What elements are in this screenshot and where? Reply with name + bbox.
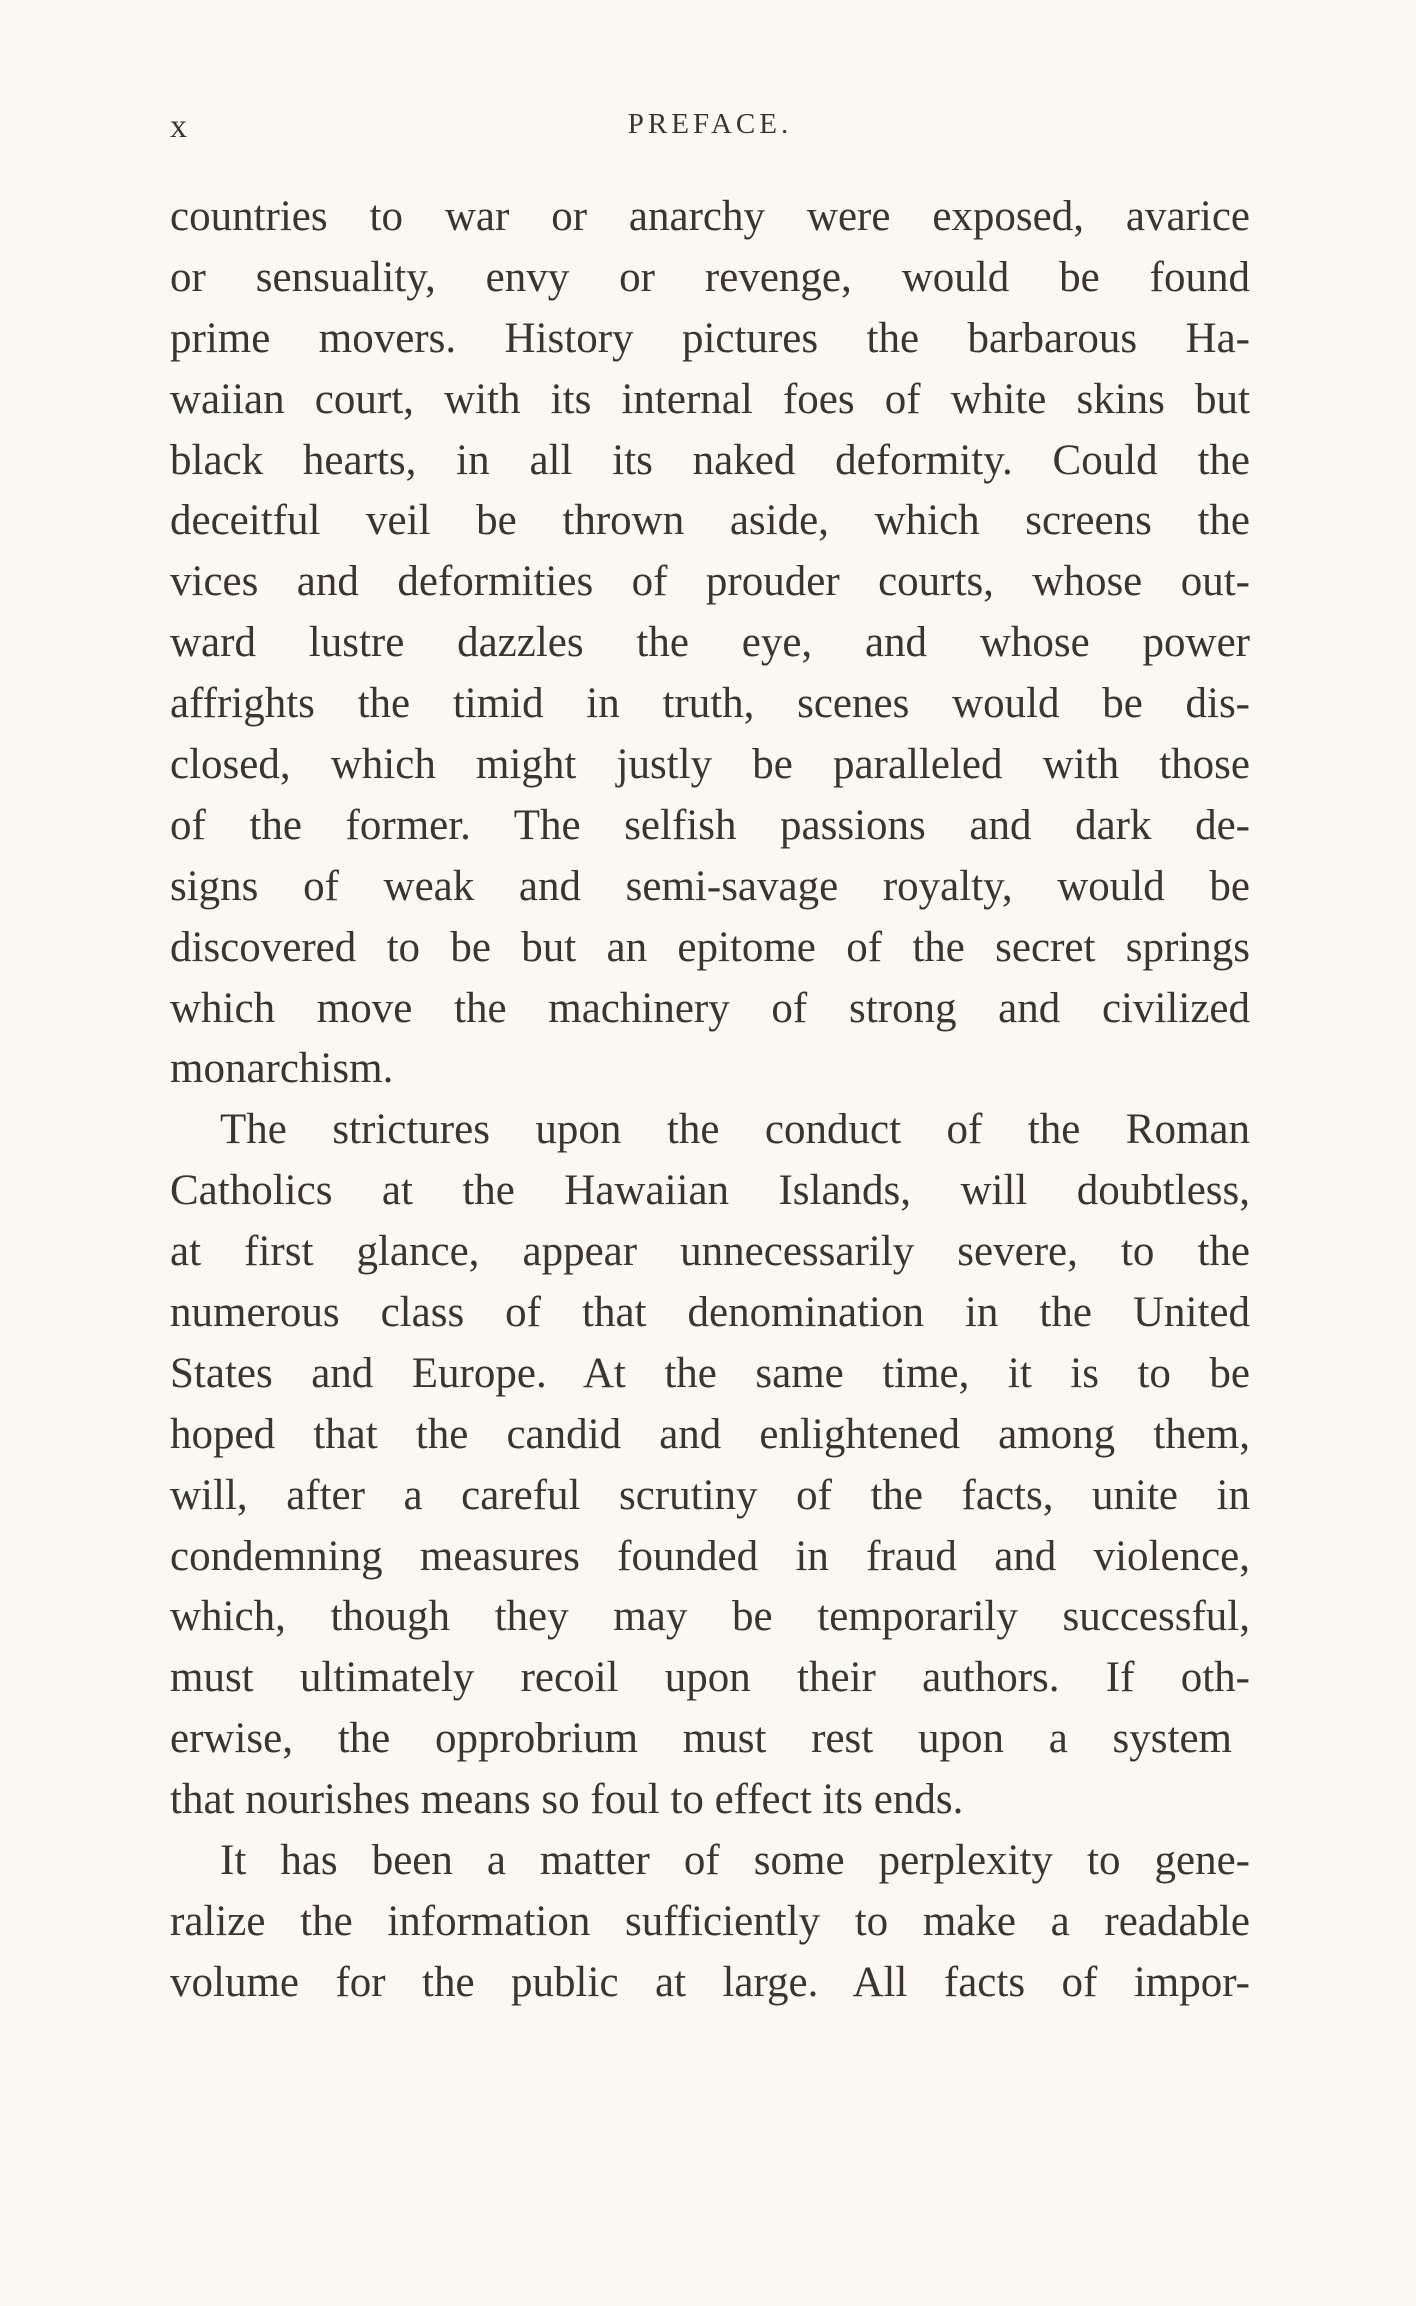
text-line: hoped that the candid and enlightened among them, bbox=[170, 1410, 1250, 1458]
text-line: Catholics at the Hawaiian Islands, will doubtless, bbox=[170, 1167, 1250, 1215]
paragraph-1 bbox=[170, 187, 1250, 1100]
text-line: vices and deformities of prouder courts, whose out- bbox=[170, 558, 1250, 606]
text-line: which move the machinery of strong and civilized bbox=[170, 984, 1250, 1032]
text-line: condemning measures founded in fraud and violence, bbox=[170, 1532, 1250, 1580]
text-line: will, after a careful scrutiny of the facts, unite in bbox=[170, 1471, 1250, 1519]
text-line: signs of weak and semi-savage royalty, would be bbox=[170, 862, 1250, 910]
text-line: black hearts, in all its naked deformity. Could the bbox=[170, 436, 1250, 484]
text-line: countries to war or anarchy were exposed, avarice bbox=[170, 193, 1250, 240]
text-line: closed, which might justly be paralleled with those bbox=[170, 741, 1250, 789]
text-line: The strictures upon the conduct of the Roman bbox=[220, 1106, 1250, 1154]
paragraph-3 bbox=[170, 1831, 1250, 2014]
text-line: It has been a matter of some perplexity to gene- bbox=[220, 1837, 1250, 1885]
text-line: or sensuality, envy or revenge, would be found bbox=[170, 253, 1250, 301]
text-line: volume for the public at large. All facts of impor- bbox=[170, 1958, 1250, 2006]
body-text bbox=[170, 187, 1250, 2014]
page-number: x bbox=[170, 108, 188, 145]
text-line: ralize the information sufficiently to make a readable bbox=[170, 1897, 1250, 1945]
paragraph-2 bbox=[170, 1100, 1250, 1831]
text-line: States and Europe. At the same time, it is to be bbox=[170, 1349, 1250, 1397]
text-line: waiian court, with its internal foes of white skins but bbox=[170, 375, 1250, 423]
text-line: affrights the timid in truth, scenes would be dis- bbox=[170, 680, 1250, 728]
text-line: numerous class of that denomination in the United bbox=[170, 1289, 1250, 1337]
text-line: ward lustre dazzles the eye, and whose power bbox=[170, 619, 1250, 667]
page-header bbox=[170, 108, 1250, 148]
running-title: PREFACE. bbox=[627, 108, 793, 140]
text-line: monarchism. bbox=[170, 1045, 394, 1093]
text-line: erwise, the opprobrium must rest upon a system bbox=[170, 1715, 1232, 1763]
text-line: discovered to be but an epitome of the secret springs bbox=[170, 923, 1250, 971]
text-line: that nourishes means so foul to effect its ends. bbox=[170, 1776, 964, 1824]
text-line: deceitful veil be thrown aside, which screens the bbox=[170, 497, 1250, 545]
text-line: of the former. The selfish passions and dark de- bbox=[170, 801, 1250, 849]
text-line: must ultimately recoil upon their authors. If oth- bbox=[170, 1654, 1250, 1702]
text-line: prime movers. History pictures the barbarous Ha- bbox=[170, 314, 1250, 362]
text-line: which, though they may be temporarily successful, bbox=[170, 1593, 1250, 1641]
text-line: at first glance, appear unnecessarily severe, to the bbox=[170, 1228, 1250, 1276]
